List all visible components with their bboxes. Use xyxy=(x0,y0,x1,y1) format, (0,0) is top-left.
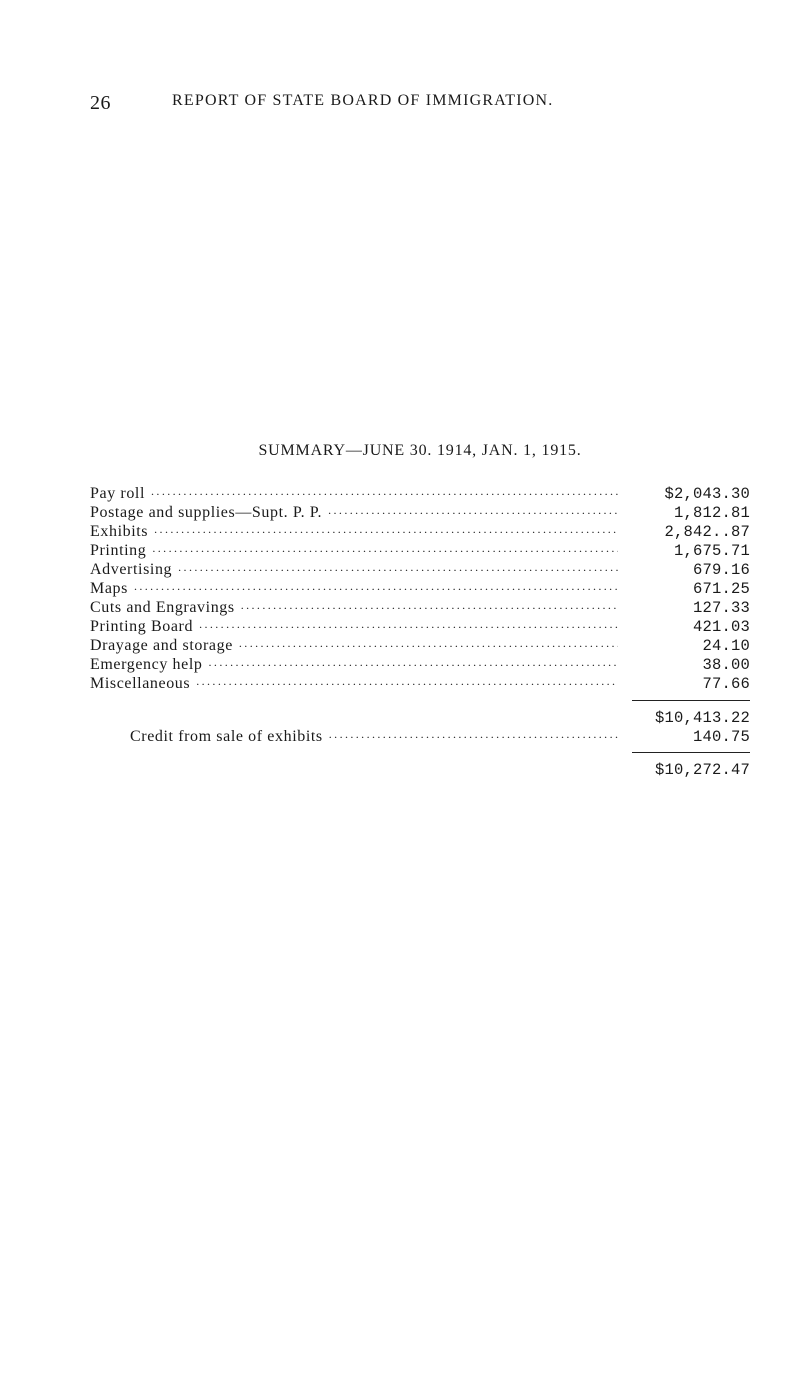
item-amount: 77.66 xyxy=(702,675,750,693)
summary-row xyxy=(90,485,750,504)
item-label: Maps xyxy=(90,580,128,597)
item-amount: 679.16 xyxy=(692,561,750,579)
item-label: Postage and supplies—Supt. P. P. xyxy=(90,504,323,521)
total-row xyxy=(90,761,750,780)
item-amount: 1,812.81 xyxy=(673,504,750,522)
item-label: Cuts and Engravings xyxy=(90,599,235,616)
item-amount: 2,842..87 xyxy=(664,523,750,541)
dot-leader xyxy=(172,560,618,575)
item-label: Drayage and storage xyxy=(90,637,233,654)
summary-row xyxy=(90,656,750,675)
credit-row xyxy=(90,728,750,747)
dot-leader xyxy=(323,727,618,742)
page-number: 26 xyxy=(90,92,111,114)
dot-leader xyxy=(146,541,618,556)
item-amount: 38.00 xyxy=(702,656,750,674)
subtotal-amount: $10,413.22 xyxy=(654,709,750,727)
dot-leader xyxy=(148,522,618,537)
dot-leader xyxy=(235,598,618,613)
item-label: Pay roll xyxy=(90,485,146,502)
summary-title: SUMMARY—JUNE 30. 1914, JAN. 1, 1915. xyxy=(258,442,582,459)
item-label: Printing xyxy=(90,542,147,559)
summary-row xyxy=(90,580,750,599)
total-rule xyxy=(632,752,750,753)
summary-row xyxy=(90,599,750,618)
item-label: Advertising xyxy=(90,561,173,578)
subtotal-rule xyxy=(632,700,750,701)
item-amount: 671.25 xyxy=(692,580,750,598)
dot-leader xyxy=(322,503,618,518)
total-amount: $10,272.47 xyxy=(654,761,750,779)
item-amount: 1,675.71 xyxy=(673,542,750,560)
dot-leader xyxy=(128,579,618,594)
summary-row xyxy=(90,523,750,542)
item-amount: 24.10 xyxy=(702,637,750,655)
running-head: REPORT OF STATE BOARD OF IMMIGRATION. xyxy=(172,92,554,109)
dot-leader xyxy=(190,674,618,689)
item-label: Miscellaneous xyxy=(90,675,191,692)
summary-row xyxy=(90,675,750,694)
summary-row xyxy=(90,618,750,637)
item-label: Exhibits xyxy=(90,523,149,540)
summary-table xyxy=(90,485,750,780)
summary-row xyxy=(90,542,750,561)
summary-row xyxy=(90,637,750,656)
item-amount: 421.03 xyxy=(692,618,750,636)
item-label: Emergency help xyxy=(90,656,203,673)
dot-leader xyxy=(145,484,618,499)
summary-row xyxy=(90,504,750,523)
dot-leader xyxy=(203,655,618,670)
item-label: Printing Board xyxy=(90,618,194,635)
subtotal-row xyxy=(90,709,750,728)
dot-leader xyxy=(193,617,618,632)
summary-row xyxy=(90,561,750,580)
item-amount: 127.33 xyxy=(692,599,750,617)
dot-leader xyxy=(233,636,618,651)
credit-label: Credit from sale of exhibits xyxy=(130,728,323,745)
item-amount: $2,043.30 xyxy=(664,485,750,503)
credit-amount: 140.75 xyxy=(692,728,750,746)
